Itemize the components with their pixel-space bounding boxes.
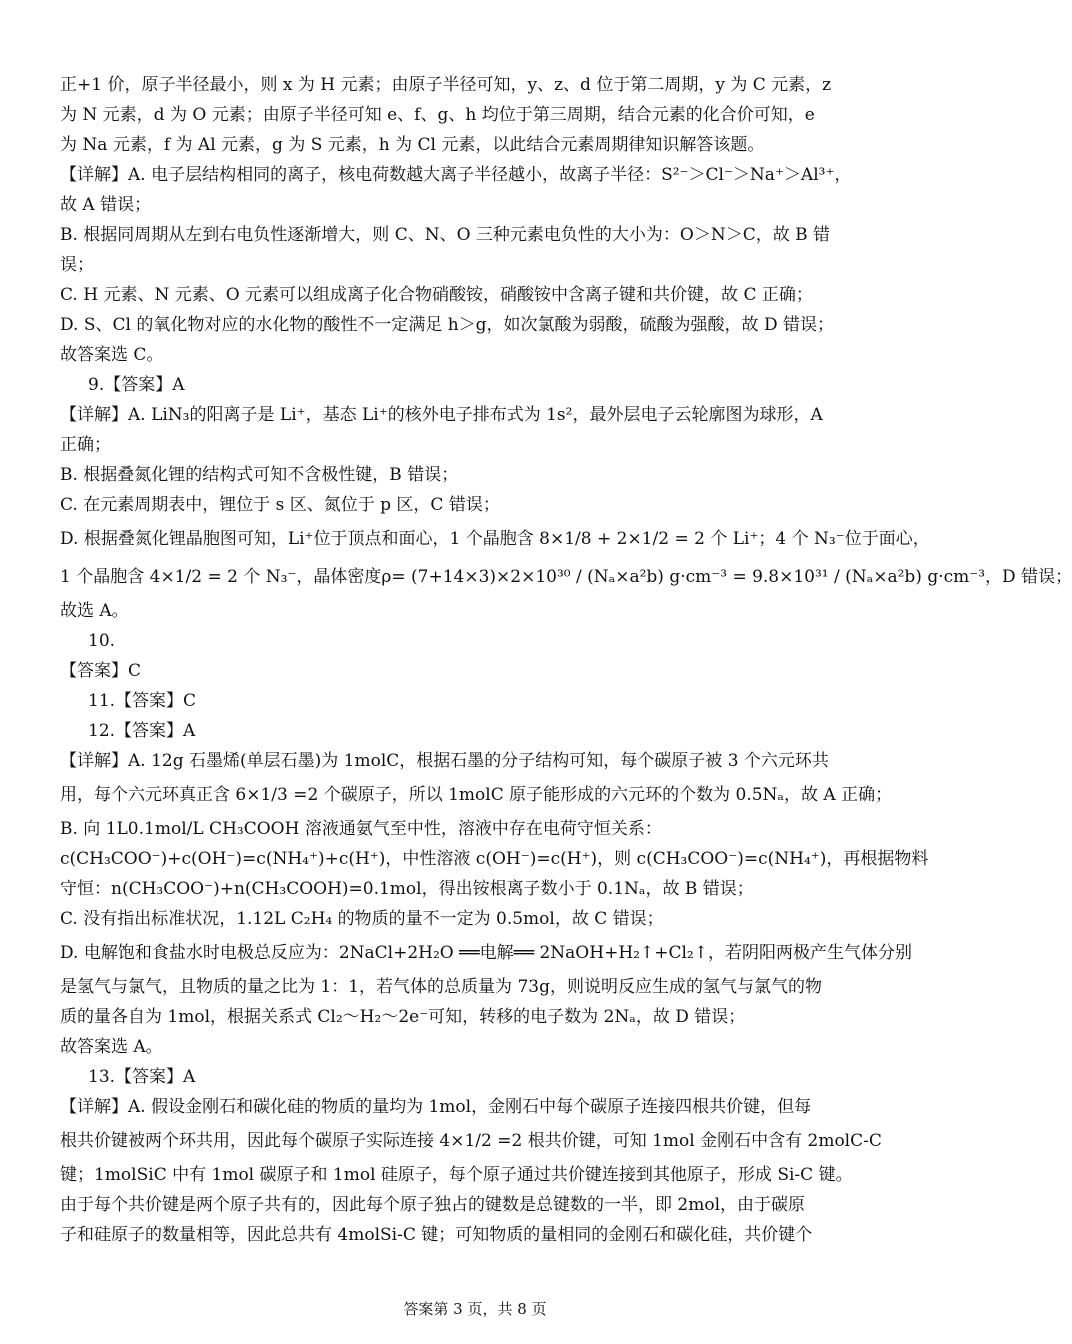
text-line: 子和硅原子的数量相等，因此总共有 4molSi-C 键；可知物质的量相同的金刚石和碳化硅，共价键个 bbox=[60, 1225, 813, 1245]
text-line: D. 电解饱和食盐水时电极总反应为：2NaCl+2H₂O ══电解══ 2NaOH+H₂↑+Cl₂↑，若阴阳两极产生气体分别 bbox=[60, 943, 912, 963]
text-line: 【详解】A. LiN₃的阳离子是 Li⁺，基态 Li⁺的核外电子排布式为 1s²，最外层电子云轮廓图为球形，A bbox=[60, 405, 823, 425]
answer-page bbox=[60, 70, 1072, 1250]
text-line: B. 根据同周期从左到右电负性逐渐增大，则 C、N、O 三种元素电负性的大小为：O＞N＞C，故 B 错 bbox=[60, 225, 831, 245]
text-line: 【详解】A. 12g 石墨烯(单层石墨)为 1molC，根据石墨的分子结构可知，每个碳原子被 3 个六元环共 bbox=[60, 751, 829, 771]
text-line: 正+1 价，原子半径最小，则 x 为 H 元素；由原子半径可知，y、z、d 位于第二周期，y 为 C 元素，z bbox=[60, 75, 832, 95]
text-line: 故答案选 C。 bbox=[60, 345, 164, 365]
text-line: 【答案】C bbox=[60, 661, 142, 681]
text-line: 正确； bbox=[60, 435, 111, 455]
text-line: 质的量各自为 1mol，根据关系式 Cl₂～H₂～2e⁻可知，转移的电子数为 2Nₐ，故 D 错误； bbox=[60, 1007, 746, 1027]
text-line: 守恒：n(CH₃COO⁻)+n(CH₃COOH)=0.1mol，得出铵根离子数小于 0.1Nₐ，故 B 错误； bbox=[60, 879, 754, 899]
text-line: 是氢气与氯气，且物质的量之比为 1：1，若气体的总质量为 73g，则说明反应生成的氢气与氯气的物 bbox=[60, 977, 822, 997]
text-line: 【详解】A. 电子层结构相同的离子，核电荷数越大离子半径越小，故离子半径：S²⁻＞Cl⁻＞Na⁺＞Al³⁺， bbox=[60, 165, 852, 185]
text-line: 【详解】A. 假设金刚石和碳化硅的物质的量均为 1mol，金刚石中每个碳原子连接四根共价键，但每 bbox=[60, 1097, 812, 1117]
text-line: 为 N 元素，d 为 O 元素；由原子半径可知 e、f、g、h 均位于第三周期，结合元素的化合价可知，e bbox=[60, 105, 815, 125]
text-line: D. S、Cl 的氧化物对应的水化物的酸性不一定满足 h＞g，如次氯酸为弱酸，硫酸为强酸，故 D 错误； bbox=[60, 315, 834, 335]
question-heading: 13.【答案】A bbox=[88, 1067, 196, 1087]
text-line: 故答案选 A。 bbox=[60, 1037, 163, 1057]
text-line: 故选 A。 bbox=[60, 601, 129, 621]
text-line: 键；1molSiC 中有 1mol 碳原子和 1mol 硅原子，每个原子通过共价键连接到其他原子，形成 Si-C 键。 bbox=[60, 1165, 853, 1185]
question-heading: 12.【答案】A bbox=[88, 721, 196, 741]
question-heading: 9.【答案】A bbox=[88, 375, 185, 395]
text-line: 用，每个六元环真正含 6×1/3 =2 个碳原子，所以 1molC 原子能形成的六元环的个数为 0.5Nₐ，故 A 正确； bbox=[60, 785, 893, 805]
text-line: 1 个晶胞含 4×1/2 = 2 个 N₃⁻，晶体密度ρ= (7+14×3)×2×10³⁰ / (Nₐ×a²b) g·cm⁻³ = 9.8×10³¹ / (Nₐ×a²b) g·cm⁻³，D 错误； bbox=[60, 567, 1072, 587]
text-line: 故 A 错误； bbox=[60, 195, 152, 215]
question-heading: 11.【答案】C bbox=[88, 691, 197, 711]
text-line: c(CH₃COO⁻)+c(OH⁻)=c(NH₄⁺)+c(H⁺)，中性溶液 c(OH⁻)=c(H⁺)，则 c(CH₃COO⁻)=c(NH₄⁺)，再根据物料 bbox=[60, 849, 929, 869]
text-line: B. 根据叠氮化锂的结构式可知不含极性键，B 错误； bbox=[60, 465, 459, 485]
text-line: B. 向 1L0.1mol/L CH₃COOH 溶液通氨气至中性，溶液中存在电荷守恒关系： bbox=[60, 819, 662, 839]
text-line: C. 没有指出标准状况，1.12L C₂H₄ 的物质的量不一定为 0.5mol，故 C 错误； bbox=[60, 909, 664, 929]
page-footer: 答案第 3 页，共 8 页 bbox=[403, 1300, 547, 1318]
text-line: 为 Na 元素，f 为 Al 元素，g 为 S 元素，h 为 Cl 元素，以此结合元素周期律知识解答该题。 bbox=[60, 135, 765, 155]
text-line: 根共价键被两个环共用，因此每个碳原子实际连接 4×1/2 =2 根共价键，可知 1mol 金刚石中含有 2molC-C bbox=[60, 1131, 882, 1151]
text-line: C. 在元素周期表中，锂位于 s 区、氮位于 p 区，C 错误； bbox=[60, 495, 500, 515]
text-line: 误； bbox=[60, 255, 94, 275]
text-line: D. 根据叠氮化锂晶胞图可知，Li⁺位于顶点和面心，1 个晶胞含 8×1/8 + 2×1/2 = 2 个 Li⁺；4 个 N₃⁻位于面心， bbox=[60, 529, 930, 549]
question-heading: 10. bbox=[88, 631, 116, 651]
text-line: C. H 元素、N 元素、O 元素可以组成离子化合物硝酸铵，硝酸铵中含离子键和共价键，故 C 正确； bbox=[60, 285, 813, 305]
text-line: 由于每个共价键是两个原子共有的，因此每个原子独占的键数是总键数的一半，即 2mol，由于碳原 bbox=[60, 1195, 806, 1215]
